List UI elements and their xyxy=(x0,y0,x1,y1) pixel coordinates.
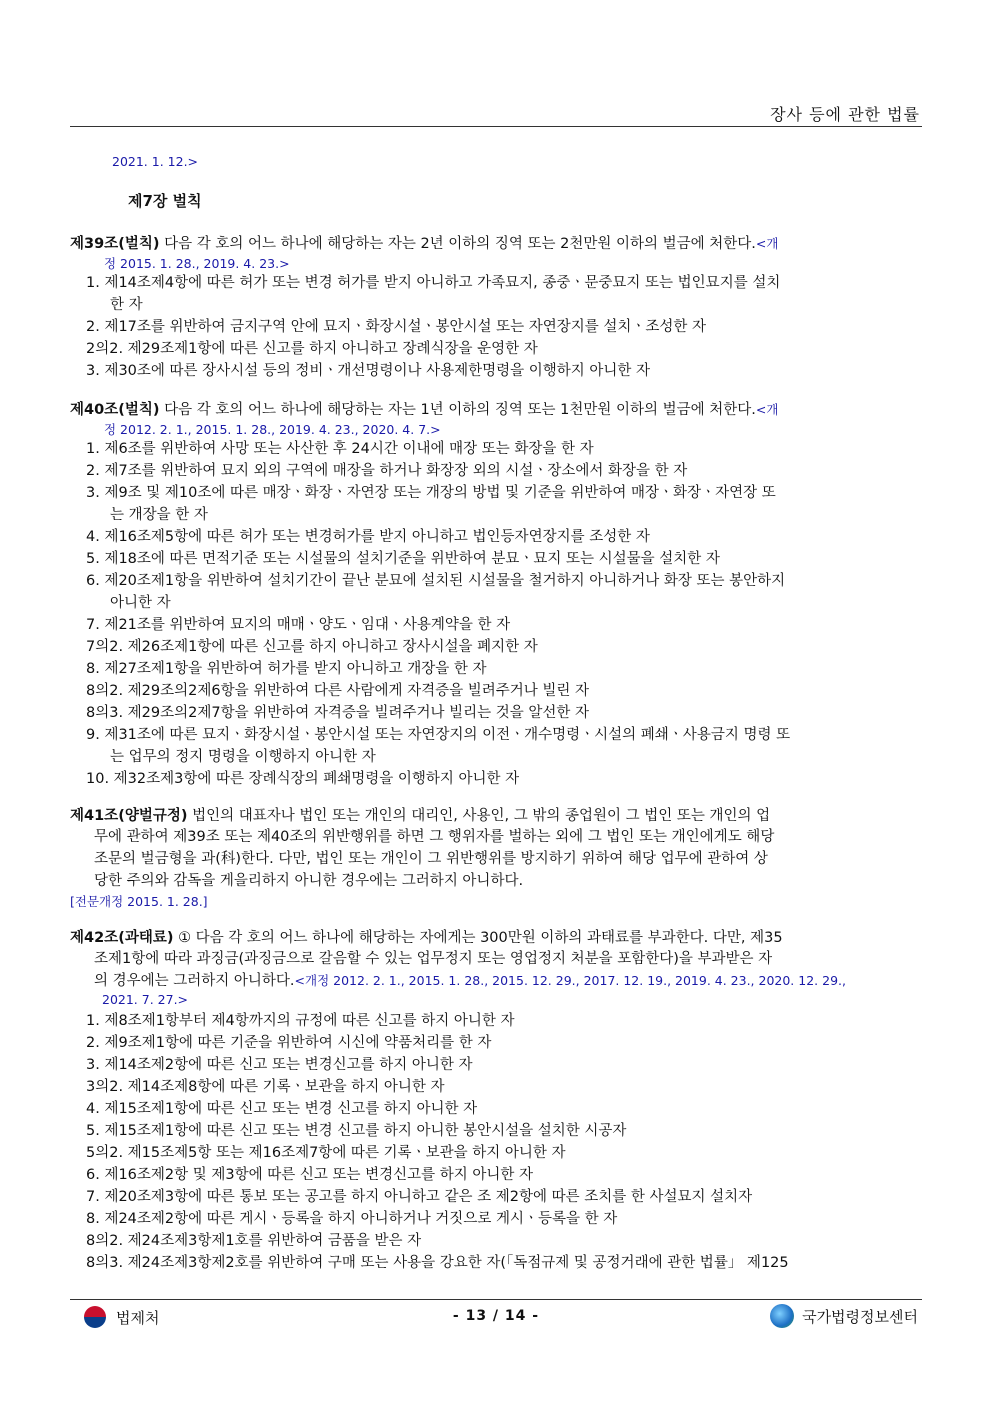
article-40-item: 7의2. 제26조제1항에 따른 신고를 하지 아니하고 장사시설을 폐지한 자 xyxy=(86,639,538,655)
article-39-item: 3. 제30조에 따른 장사시설 등의 정비ㆍ개선명령이나 사용제한명령을 이행하지 아니한 자 xyxy=(86,363,651,379)
article-40-amendment: 정 2012. 2. 1., 2015. 1. 28., 2019. 4. 23., 2020. 4. 7.> xyxy=(104,422,441,437)
article-40-item-continued: 는 업무의 정지 명령을 이행하지 아니한 자 xyxy=(110,749,376,765)
article-42-heading: 제42조(과태료) xyxy=(70,930,174,946)
article-42-line-text: 의 경우에는 그러하지 아니하다. xyxy=(94,973,295,989)
article-41-line: 무에 관하여 제39조 또는 제40조의 위반행위를 하면 그 행위자를 벌하는 외에 그 법인 또는 개인에게도 해당 xyxy=(94,829,775,845)
article-40-item: 8. 제27조제1항을 위반하여 허가를 받지 아니하고 개장을 한 자 xyxy=(86,661,487,677)
article-40-item: 7. 제21조를 위반하여 묘지의 매매ㆍ양도ㆍ임대ㆍ사용계약을 한 자 xyxy=(86,617,511,633)
article-40-item: 10. 제32조제3항에 따른 장례식장의 폐쇄명령을 이행하지 아니한 자 xyxy=(86,771,520,787)
article-41-heading: 제41조(양벌규정) xyxy=(70,808,188,824)
footer-center-name: 국가법령정보센터 xyxy=(802,1307,918,1326)
article-40-item: 2. 제7조를 위반하여 묘지 외의 구역에 매장을 하거나 화장장 외의 시설ㆍ장소에서 화장을 한 자 xyxy=(86,463,688,479)
article-39 xyxy=(70,232,778,253)
article-42-item: 1. 제8조제1항부터 제4항까지의 규정에 따른 신고를 하지 아니한 자 xyxy=(86,1013,515,1029)
article-40-item: 8의3. 제29조의2제7항을 위반하여 자격증을 빌려주거나 빌리는 것을 알선한 자 xyxy=(86,705,590,721)
article-39-item: 2. 제17조를 위반하여 금지구역 안에 묘지ㆍ화장시설ㆍ봉안시설 또는 자연장지를 설치ㆍ조성한 자 xyxy=(86,319,707,335)
article-42-text: ① 다음 각 호의 어느 하나에 해당하는 자에게는 300만원 이하의 과태료를 부과한다. 다만, 제35 xyxy=(173,930,783,946)
article-42-item: 8의3. 제24조제3항제2호를 위반하여 구매 또는 사용을 강요한 자(「독점규제 및 공정거래에 관한 법률」 제125 xyxy=(86,1255,789,1271)
article-39-item: 1. 제14조제4항에 따른 허가 또는 변경 허가를 받지 아니하고 가족묘지, 종중ㆍ문중묘지 또는 법인묘지를 설치 xyxy=(86,275,781,291)
law-center-logo-icon xyxy=(770,1304,794,1328)
article-42-item: 3. 제14조제2항에 따른 신고 또는 변경신고를 하지 아니한 자 xyxy=(86,1057,473,1073)
article-41-text: 법인의 대표자나 법인 또는 개인의 대리인, 사용인, 그 밖의 종업원이 그 법인 또는 개인의 업 xyxy=(187,808,771,824)
article-39-text: 다음 각 호의 어느 하나에 해당하는 자는 2년 이하의 징역 또는 2천만원 이하의 벌금에 처한다. xyxy=(159,236,756,252)
header-divider xyxy=(70,126,922,127)
article-40-item: 8의2. 제29조의2제6항을 위반하여 다른 사람에게 자격증을 빌려주거나 빌린 자 xyxy=(86,683,590,699)
article-42-item: 2. 제9조제1항에 따른 기준을 위반하여 시신에 약품처리를 한 자 xyxy=(86,1035,492,1051)
article-41-line: 당한 주의와 감독을 게을리하지 아니한 경우에는 그러하지 아니하다. xyxy=(94,873,524,889)
article-42-item: 4. 제15조제1항에 따른 신고 또는 변경 신고를 하지 아니한 자 xyxy=(86,1101,478,1117)
document-header-title: 장사 등에 관한 법률 xyxy=(770,105,920,124)
article-40-item-continued: 는 개장을 한 자 xyxy=(110,507,208,523)
article-42-amendment: <개정 2012. 2. 1., 2015. 1. 28., 2015. 12. 29., 2017. 12. 19., 2019. 4. 23., 2020. 12. 29., xyxy=(294,973,846,988)
article-42-item: 5. 제15조제1항에 따른 신고 또는 변경 신고를 하지 아니한 봉안시설을 설치한 시공자 xyxy=(86,1123,627,1139)
article-41 xyxy=(70,804,770,825)
article-39-amend-start: <개 xyxy=(755,236,779,251)
article-42-item: 6. 제16조제2항 및 제3항에 따른 신고 또는 변경신고를 하지 아니한 자 xyxy=(86,1167,533,1183)
article-42-item: 7. 제20조제3항에 따른 통보 또는 공고를 하지 아니하고 같은 조 제2항에 따른 조치를 한 사설묘지 설치자 xyxy=(86,1189,753,1205)
article-39-item-continued: 한 자 xyxy=(110,297,143,313)
article-42-item: 8. 제24조제2항에 따른 게시ㆍ등록을 하지 아니하거나 거짓으로 게시ㆍ등록을 한 자 xyxy=(86,1211,618,1227)
article-39-heading: 제39조(벌칙) xyxy=(70,236,160,252)
article-42-item: 5의2. 제15조제5항 또는 제16조제7항에 따른 기록ㆍ보관을 하지 아니한 자 xyxy=(86,1145,566,1161)
article-40-item-continued: 아니한 자 xyxy=(110,595,171,611)
chapter-title: 제7장 벌칙 xyxy=(128,192,202,210)
article-42-line: 조제1항에 따라 과징금(과징금으로 갈음할 수 있는 업무정지 또는 영업정지 처분을 포함한다)을 부과받은 자 xyxy=(94,951,773,967)
article-40-amend-start: <개 xyxy=(755,402,779,417)
article-40-item: 4. 제16조제5항에 따른 허가 또는 변경허가를 받지 아니하고 법인등자연장지를 조성한 자 xyxy=(86,529,650,545)
article-41-amendment: [전문개정 2015. 1. 28.] xyxy=(70,894,208,909)
article-42-item: 8의2. 제24조제3항제1호를 위반하여 금품을 받은 자 xyxy=(86,1233,422,1249)
footer-ministry-name: 법제처 xyxy=(116,1308,160,1327)
previous-amendment-note: 2021. 1. 12.> xyxy=(112,154,199,169)
article-40-item: 3. 제9조 및 제10조에 따른 매장ㆍ화장ㆍ자연장 또는 개장의 방법 및 기준을 위반하여 매장ㆍ화장ㆍ자연장 또 xyxy=(86,485,776,501)
article-40-item: 6. 제20조제1항을 위반하여 설치기간이 끝난 분묘에 설치된 시설물을 철거하지 아니하거나 화장 또는 봉안하지 xyxy=(86,573,786,589)
article-40-item: 9. 제31조에 따른 묘지ㆍ화장시설ㆍ봉안시설 또는 자연장지의 이전ㆍ개수명령ㆍ시설의 폐쇄ㆍ사용금지 명령 또 xyxy=(86,727,791,743)
page-number: - 13 / 14 - xyxy=(452,1308,540,1324)
article-42-line xyxy=(70,970,846,992)
article-40-item: 1. 제6조를 위반하여 사망 또는 사산한 후 24시간 이내에 매장 또는 화장을 한 자 xyxy=(86,441,594,457)
article-39-item: 2의2. 제29조제1항에 따른 신고를 하지 아니하고 장례식장을 운영한 자 xyxy=(86,341,538,357)
article-42-item: 3의2. 제14조제8항에 따른 기록ㆍ보관을 하지 아니한 자 xyxy=(86,1079,445,1095)
article-42 xyxy=(70,926,783,947)
article-39-amendment: 정 2015. 1. 28., 2019. 4. 23.> xyxy=(104,256,290,271)
article-40 xyxy=(70,398,778,419)
article-42-amendment-end: 2021. 7. 27.> xyxy=(102,992,189,1007)
article-40-item: 5. 제18조에 따른 면적기준 또는 시설물의 설치기준을 위반하여 분묘ㆍ묘지 또는 시설물을 설치한 자 xyxy=(86,551,720,567)
article-40-heading: 제40조(벌칙) xyxy=(70,402,160,418)
article-41-line: 조문의 벌금형을 과(科)한다. 다만, 법인 또는 개인이 그 위반행위를 방지하기 위하여 해당 업무에 관하여 상 xyxy=(94,851,768,867)
footer-divider xyxy=(70,1299,922,1300)
article-40-text: 다음 각 호의 어느 하나에 해당하는 자는 1년 이하의 징역 또는 1천만원 이하의 벌금에 처한다. xyxy=(159,402,756,418)
footer-center-brand xyxy=(770,1304,918,1328)
